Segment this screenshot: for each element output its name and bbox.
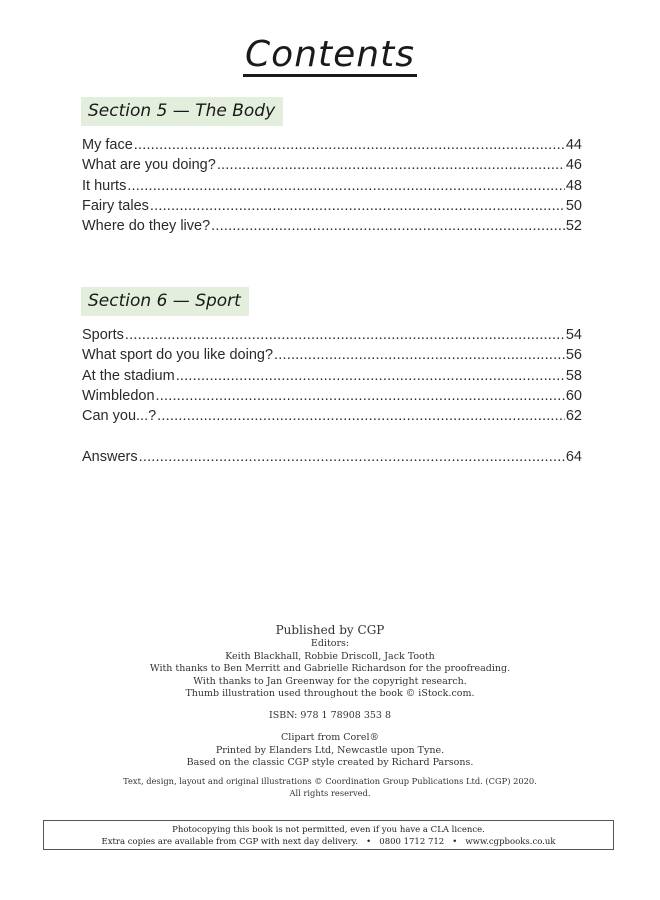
- toc-entry[interactable]: [82, 155, 582, 175]
- toc-entry[interactable]: [82, 325, 582, 345]
- toc-answers: [82, 447, 582, 467]
- dot-leader: [125, 325, 565, 345]
- toc-entry-label: It hurts: [82, 177, 127, 194]
- toc-entry-page: 44: [565, 137, 582, 153]
- thanks-copyright: With thanks to Jan Greenway for the copyright research.: [193, 675, 467, 687]
- toc-list-section-5: [82, 135, 582, 236]
- toc-entry-label: Wimbledon: [82, 387, 155, 404]
- toc-entry-page: 46: [565, 157, 582, 174]
- toc-entry-page: 52: [565, 218, 582, 235]
- extra-copies-notice: Extra copies are available from CGP with next day delivery. • 0800 1712 712 • www.cgpbooks.co.uk: [101, 837, 556, 847]
- toc-entry-label: What are you doing?: [82, 157, 216, 174]
- publisher-credits: [0, 623, 660, 800]
- editors-label: Editors:: [310, 638, 350, 649]
- dot-leader: [274, 345, 565, 365]
- toc-entry-label: Where do they live?: [82, 218, 211, 235]
- toc-entry[interactable]: [82, 345, 582, 365]
- photocopy-notice-box: [43, 820, 614, 850]
- toc-entry[interactable]: [82, 196, 582, 216]
- toc-entry-label: Fairy tales: [82, 197, 149, 214]
- toc-entry-page: 58: [565, 367, 582, 384]
- toc-entry-page: 64: [565, 449, 582, 465]
- editors: Keith Blackhall, Robbie Driscoll, Jack Tooth: [225, 650, 435, 662]
- page-title-text: Contents: [245, 34, 415, 75]
- toc-entry-page: 50: [565, 197, 582, 214]
- toc-entry-page: 62: [565, 408, 582, 425]
- dot-leader: [156, 386, 565, 406]
- toc-entry-page: 54: [565, 327, 582, 343]
- isbn: ISBN: 978 1 78908 353 8: [268, 709, 392, 721]
- toc-entry[interactable]: [82, 406, 582, 426]
- photocopy-notice: Photocopying this book is not permitted, even if you have a CLA licence.: [172, 825, 485, 835]
- thanks-proofreading: With thanks to Ben Merritt and Gabrielle Richardson for the proofreading.: [149, 663, 511, 674]
- dot-leader: [157, 406, 565, 426]
- dot-leader: [134, 135, 565, 155]
- rights-reserved: All rights reserved.: [289, 788, 371, 798]
- toc-entry-label: Answers: [82, 449, 138, 465]
- toc-entry[interactable]: [82, 135, 582, 155]
- toc-entry-label: At the stadium: [82, 367, 175, 384]
- toc-list-section-6: [82, 325, 582, 426]
- toc-entry-answers[interactable]: [82, 447, 582, 467]
- toc-entry-page: 56: [565, 347, 582, 364]
- dot-leader: [127, 176, 565, 196]
- copyright: Text, design, layout and original illustrations © Coordination Group Publications Ltd. (CGP) 2020.: [123, 775, 537, 786]
- toc-entry-label: Can you...?: [82, 408, 157, 425]
- published-by: Published by CGP: [275, 623, 385, 637]
- section-heading-body: Section 5 — The Body: [81, 97, 283, 126]
- toc-entry[interactable]: [82, 366, 582, 386]
- dot-leader: [139, 447, 565, 467]
- section-heading-sport: Section 6 — Sport: [81, 287, 249, 316]
- toc-entry-page: 60: [565, 387, 582, 404]
- dot-leader: [176, 366, 565, 386]
- toc-entry[interactable]: [82, 176, 582, 196]
- toc-entry[interactable]: [82, 386, 582, 406]
- thumb-illustration-credit: Thumb illustration used throughout the book © iStock.com.: [185, 688, 475, 699]
- dot-leader: [150, 196, 565, 216]
- based-on: Based on the classic CGP style created by Richard Parsons.: [186, 757, 474, 768]
- dot-leader: [211, 216, 565, 236]
- toc-entry-label: What sport do you like doing?: [82, 347, 274, 364]
- toc-entry-label: Sports: [82, 327, 124, 343]
- toc-entry-page: 48: [565, 177, 582, 194]
- toc-entry[interactable]: [82, 216, 582, 236]
- dot-leader: [217, 155, 565, 175]
- toc-entry-label: My face: [82, 137, 133, 153]
- page-title: [0, 34, 660, 77]
- printed-by: Printed by Elanders Ltd, Newcastle upon Tyne.: [215, 744, 445, 756]
- clipart-credit: Clipart from Corel®: [281, 732, 379, 743]
